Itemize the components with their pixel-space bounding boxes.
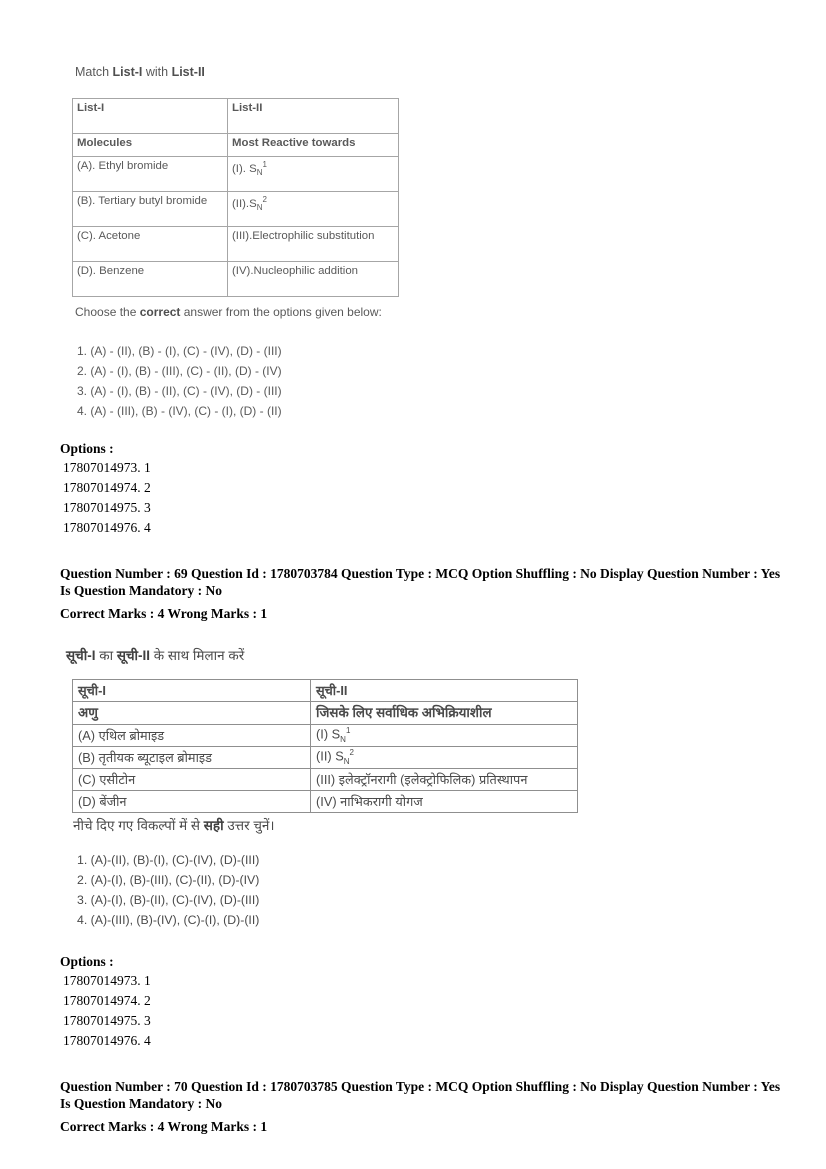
match-heading-text: के साथ मिलान करें [150,648,245,663]
list2-label-hindi: सूची-II [116,648,151,663]
table-row [73,725,578,747]
marks-line: Correct Marks : 4 Wrong Marks : 1 [60,1119,268,1134]
reaction-text: (I) S [316,726,341,742]
table-cell: (B). Tertiary butyl bromide [73,192,228,227]
table-header-cell: सूची-I [73,680,311,702]
match-heading-hindi [66,646,826,666]
list1-label-hindi: सूची-I [66,648,96,663]
answer-options-english [77,341,826,421]
table-cell: (D). Benzene [73,262,228,297]
reaction-text: (IV).Nucleophilic addition [232,265,358,277]
option-id-line: 17807014974. 2 [63,993,151,1008]
choose-instruction-hindi [73,816,826,836]
table-header-cell: Most Reactive towards [228,134,399,157]
meta-text: Is Question Mandatory : No [60,1096,223,1111]
option-line: 4. (A) - (III), (B) - (IV), (C) - (I), (D) - (II) [77,404,282,418]
list1-label: List-I [112,65,143,79]
table-header-cell: List-I [73,99,228,134]
option-line: 1. (A)-(II), (B)-(I), (C)-(IV), (D)-(III) [77,853,260,867]
superscript: 1 [262,160,267,169]
answer-options-hindi [77,850,826,930]
table-cell: (A) एथिल ब्रोमाइड [73,725,311,747]
option-id-line: 17807014974. 2 [63,480,151,495]
table-cell: (B) तृतीयक ब्यूटाइल ब्रोमाइड [73,747,311,769]
option-id-line: 17807014976. 4 [63,520,151,535]
question-meta-70 [60,1078,798,1135]
table-cell [311,791,578,813]
superscript: 2 [349,748,354,757]
options-label: Options : [60,954,114,969]
options-label: Options : [60,441,114,456]
option-line: 3. (A)-(I), (B)-(II), (C)-(IV), (D)-(III) [77,893,260,907]
meta-text: Question Number : 69 Question Id : 1780703784 Question Type : MCQ Option Shuffling : No Display Question Number : Yes [60,566,781,581]
table-cell [228,157,399,192]
subscript: N [340,734,346,744]
subscript: N [256,168,263,178]
reaction-text: (III).Electrophilic substitution [232,230,375,242]
reaction-text: (III) इलेक्ट्रॉनरागी (इलेक्ट्रोफिलिक) प्रतिस्थापन [316,772,528,787]
list2-label: List-II [171,65,205,79]
table-cell: (C) एसीटोन [73,769,311,791]
match-table-hindi [72,679,578,813]
marks-line: Correct Marks : 4 Wrong Marks : 1 [60,606,268,621]
table-header-row [73,134,399,157]
table-header-row [73,680,578,702]
table-cell [228,192,399,227]
meta-text: Question Number : 70 Question Id : 1780703785 Question Type : MCQ Option Shuffling : No Display Question Number : Yes [60,1079,781,1094]
option-line: 2. (A) - (I), (B) - (III), (C) - (II), (D) - (IV) [77,364,282,378]
choose-instruction-english [75,305,826,320]
table-cell [228,262,399,297]
table-cell [228,227,399,262]
match-heading-text: Match [75,65,113,79]
table-cell [311,725,578,747]
choose-text: नीचे दिए गए विकल्पों में से [73,818,204,833]
match-heading-text: with [142,65,172,79]
option-id-line: 17807014976. 4 [63,1033,151,1048]
meta-text: Is Question Mandatory : No [60,583,223,598]
table-cell: (C). Acetone [73,227,228,262]
subscript: N [343,756,350,766]
choose-bold: correct [139,305,181,319]
table-row [73,769,578,791]
options-id-block-1 [60,439,826,538]
table-cell: (D) बेंजीन [73,791,311,813]
table-row [73,747,578,769]
table-row [73,157,399,192]
table-row [73,227,399,262]
question-meta-line [60,565,798,599]
table-header-row [73,99,399,134]
reaction-text: (II).S [232,197,257,210]
table-header-cell: जिसके लिए सर्वाधिक अभिक्रियाशील [311,702,578,725]
choose-text: Choose the [75,305,140,319]
reaction-text: (I). S [232,162,257,175]
reaction-text: (IV) नाभिकरागी योगज [316,794,423,809]
superscript: 1 [345,726,351,735]
subscript: N [256,203,263,213]
option-line: 1. (A) - (II), (B) - (I), (C) - (IV), (D) - (III) [77,344,282,358]
choose-text: उत्तर चुनें। [223,818,275,833]
match-heading-english [75,64,826,80]
table-cell [311,747,578,769]
option-id-line: 17807014973. 1 [63,973,151,988]
superscript: 2 [262,195,267,204]
table-cell: (A). Ethyl bromide [73,157,228,192]
option-line: 4. (A)-(III), (B)-(IV), (C)-(I), (D)-(II) [77,913,260,927]
option-line: 3. (A) - (I), (B) - (II), (C) - (IV), (D) - (III) [77,384,282,398]
question-meta-line [60,1078,798,1112]
option-line: 2. (A)-(I), (B)-(III), (C)-(II), (D)-(IV) [77,873,260,887]
table-row [73,791,578,813]
table-header-cell: सूची-II [311,680,578,702]
question-hindi [0,646,826,930]
choose-bold: सही [203,818,224,833]
match-table-english [72,98,399,297]
option-id-line: 17807014973. 1 [63,460,151,475]
options-id-block-2 [60,952,826,1051]
match-heading-text: का [95,648,117,663]
table-header-row [73,702,578,725]
table-row [73,192,399,227]
table-header-cell: Molecules [73,134,228,157]
table-row [73,262,399,297]
table-header-cell: List-II [228,99,399,134]
reaction-text: (II) S [316,748,344,764]
option-id-line: 17807014975. 3 [63,1013,151,1028]
table-cell [311,769,578,791]
question-meta-69 [60,565,798,622]
table-header-cell: अणु [73,702,311,725]
question-english [0,64,826,421]
choose-text: answer from the options given below: [180,305,382,319]
option-id-line: 17807014975. 3 [63,500,151,515]
